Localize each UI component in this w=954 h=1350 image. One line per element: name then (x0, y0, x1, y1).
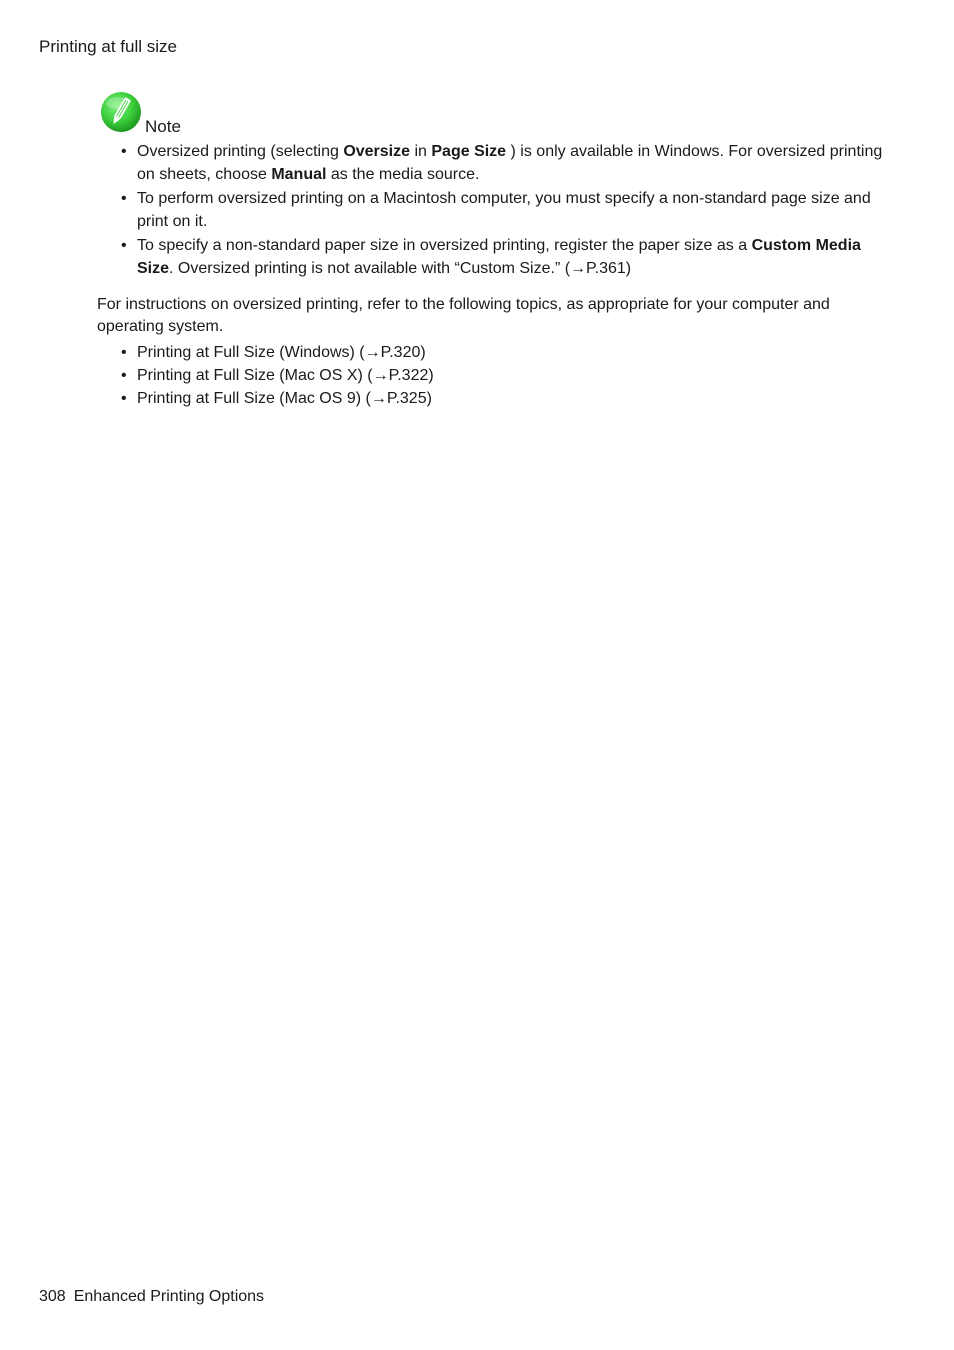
page-title: Printing at full size (39, 37, 177, 56)
topic-list (100, 341, 890, 410)
list-item: • To specify a non-standard paper size in oversized printing, register the paper size as a Custom Media Size. Oversized printing is not available with “Custom Size.” (→P.361) (100, 234, 890, 280)
page-footer (39, 1287, 264, 1307)
topic-link-windows[interactable]: • Printing at Full Size (Windows) (→P.320) (100, 341, 890, 364)
intro-paragraph: For instructions on oversized printing, refer to the following topics, as appropriate for your computer and operating system. (97, 296, 830, 335)
topic-link-mac-os-x[interactable]: • Printing at Full Size (Mac OS X) (→P.322) (100, 364, 890, 387)
topic-link-mac-os-9[interactable]: • Printing at Full Size (Mac OS 9) (→P.325) (100, 387, 890, 410)
note-label: Note (145, 117, 181, 136)
footer-section: Enhanced Printing Options (73, 1288, 265, 1305)
list-item: • To perform oversized printing on a Macintosh computer, you must specify a non-standard page size and print on it. (100, 187, 890, 233)
pencil-note-icon (100, 91, 142, 133)
note-list (100, 140, 890, 281)
list-item: • Oversized printing (selecting Oversize in Page Size ) is only available in Windows. For oversized printing on sheets, choose Manual as the media source. (100, 140, 890, 186)
page-number: 308 (39, 1288, 66, 1305)
